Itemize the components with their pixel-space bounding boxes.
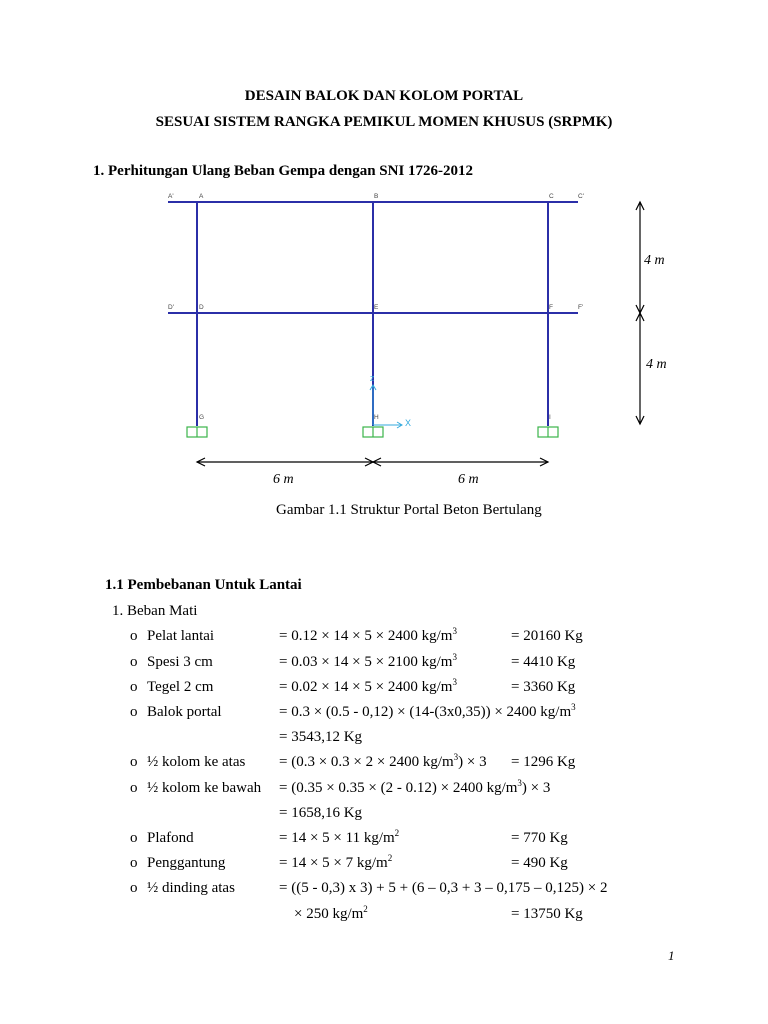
node-label-d: D <box>199 304 204 311</box>
item-label: Spesi 3 cm <box>147 654 213 670</box>
item-result: = 13750 Kg <box>511 906 583 922</box>
support-right <box>538 427 558 437</box>
section-heading-1-1: 1.1 Pembebanan Untuk Lantai <box>105 577 302 593</box>
support-center <box>363 427 383 437</box>
item-label: Balok portal <box>147 704 222 720</box>
node-label-g: G <box>199 414 205 421</box>
node-label-a: A <box>199 193 204 200</box>
item-label: ½ kolom ke bawah <box>147 780 262 796</box>
dim-vertical-arrows <box>636 202 644 424</box>
portal-frame-diagram <box>0 0 768 500</box>
item-formula: = (0.35 × 0.35 × (2 - 0.12) × 2400 $kg/m^3) \times 3$ <box>279 778 551 796</box>
item-continuation: = 1658,16 Kg <box>279 805 363 821</box>
node-label-h: H <box>374 414 379 421</box>
item-continuation: × 250 $kg/m^2$ <box>294 904 368 922</box>
dim-label-right-span: 6 m <box>458 472 479 487</box>
item-continuation: = 3543,12 Kg <box>279 729 363 745</box>
node-label-f-prime: F' <box>578 304 584 311</box>
bullet: o <box>130 704 138 720</box>
bullet: o <box>130 654 138 670</box>
bullet: o <box>130 780 138 796</box>
item-label: ½ dinding atas <box>147 880 235 896</box>
item-formula: = ((5 - 0,3) x 3) + 5 + (6 – 0,3 + 3 – 0,175 – 0,125) × 2 <box>279 880 608 896</box>
dim-label-left-span: 6 m <box>273 472 294 487</box>
bullet: o <box>130 830 138 846</box>
item-formula: = 0.12 × 14 × 5 × 2400 $kg/m^3$ <box>279 626 457 644</box>
item-formula: = 0.3 × (0.5 - 0,12) × (14-(3x0,35)) × 2400 $kg/m^3$ <box>279 702 576 720</box>
item-result: = 20160 Kg <box>511 628 583 644</box>
item-formula: = 14 × 5 × 11 $kg/m^2$ <box>279 828 400 846</box>
item-result: = 490 Kg <box>511 855 568 871</box>
node-label-f: F <box>549 304 553 311</box>
item-label: ½ kolom ke atas <box>147 754 246 770</box>
item-formula: = (0.3 × 0.3 × 2 × 2400 $kg/m^3) \times 3$ <box>279 752 487 770</box>
item-label: Tegel 2 cm <box>147 679 214 695</box>
axis-label-z: Z <box>370 376 375 383</box>
item-formula: = 0.03 × 14 × 5 × 2100 $kg/m^3$ <box>279 652 457 670</box>
axis-indicator <box>370 385 402 428</box>
dim-horizontal-arrows <box>197 458 548 466</box>
item-result: = 4410 Kg <box>511 654 576 670</box>
node-label-b: B <box>374 193 379 200</box>
bullet: o <box>130 628 138 644</box>
node-label-e: E <box>374 304 379 311</box>
item-formula: = 0.02 × 14 × 5 × 2400 $kg/m^3$ <box>279 677 457 695</box>
item-label: Plafond <box>147 830 194 846</box>
document-title-line2: SESUAI SISTEM RANGKA PEMIKUL MOMEN KHUSUS (SRPMK) <box>155 114 613 130</box>
bullet: o <box>130 754 138 770</box>
page-number: 1 <box>668 948 675 963</box>
node-label-a-prime: A' <box>168 193 174 200</box>
node-label-i: I <box>549 414 551 421</box>
figure-caption: Gambar 1.1 Struktur Portal Beton Bertulang <box>276 502 542 518</box>
dim-label-lower-height: 4 m <box>646 357 667 372</box>
document-title-line1: DESAIN BALOK DAN KOLOM PORTAL <box>244 88 524 104</box>
section-heading-1: 1. Perhitungan Ulang Beban Gempa dengan SNI 1726-2012 <box>93 163 474 179</box>
dim-label-upper-height: 4 m <box>644 253 665 268</box>
item-result: = 770 Kg <box>511 830 568 846</box>
bullet: o <box>130 855 138 871</box>
node-label-c-prime: C' <box>578 193 584 200</box>
item-result: = 1296 Kg <box>511 754 576 770</box>
axis-label-x: X <box>405 418 412 428</box>
item-result: = 3360 Kg <box>511 679 576 695</box>
item-label: Pelat lantai <box>147 628 215 644</box>
node-label-d-prime: D' <box>168 304 174 311</box>
subsection-beban-mati: 1. Beban Mati <box>112 603 198 619</box>
node-label-c: C <box>549 193 554 200</box>
item-formula: = 14 × 5 × 7 $kg/m^2$ <box>279 853 393 871</box>
bullet: o <box>130 880 138 896</box>
support-left <box>187 427 207 437</box>
item-label: Penggantung <box>147 855 226 871</box>
bullet: o <box>130 679 138 695</box>
